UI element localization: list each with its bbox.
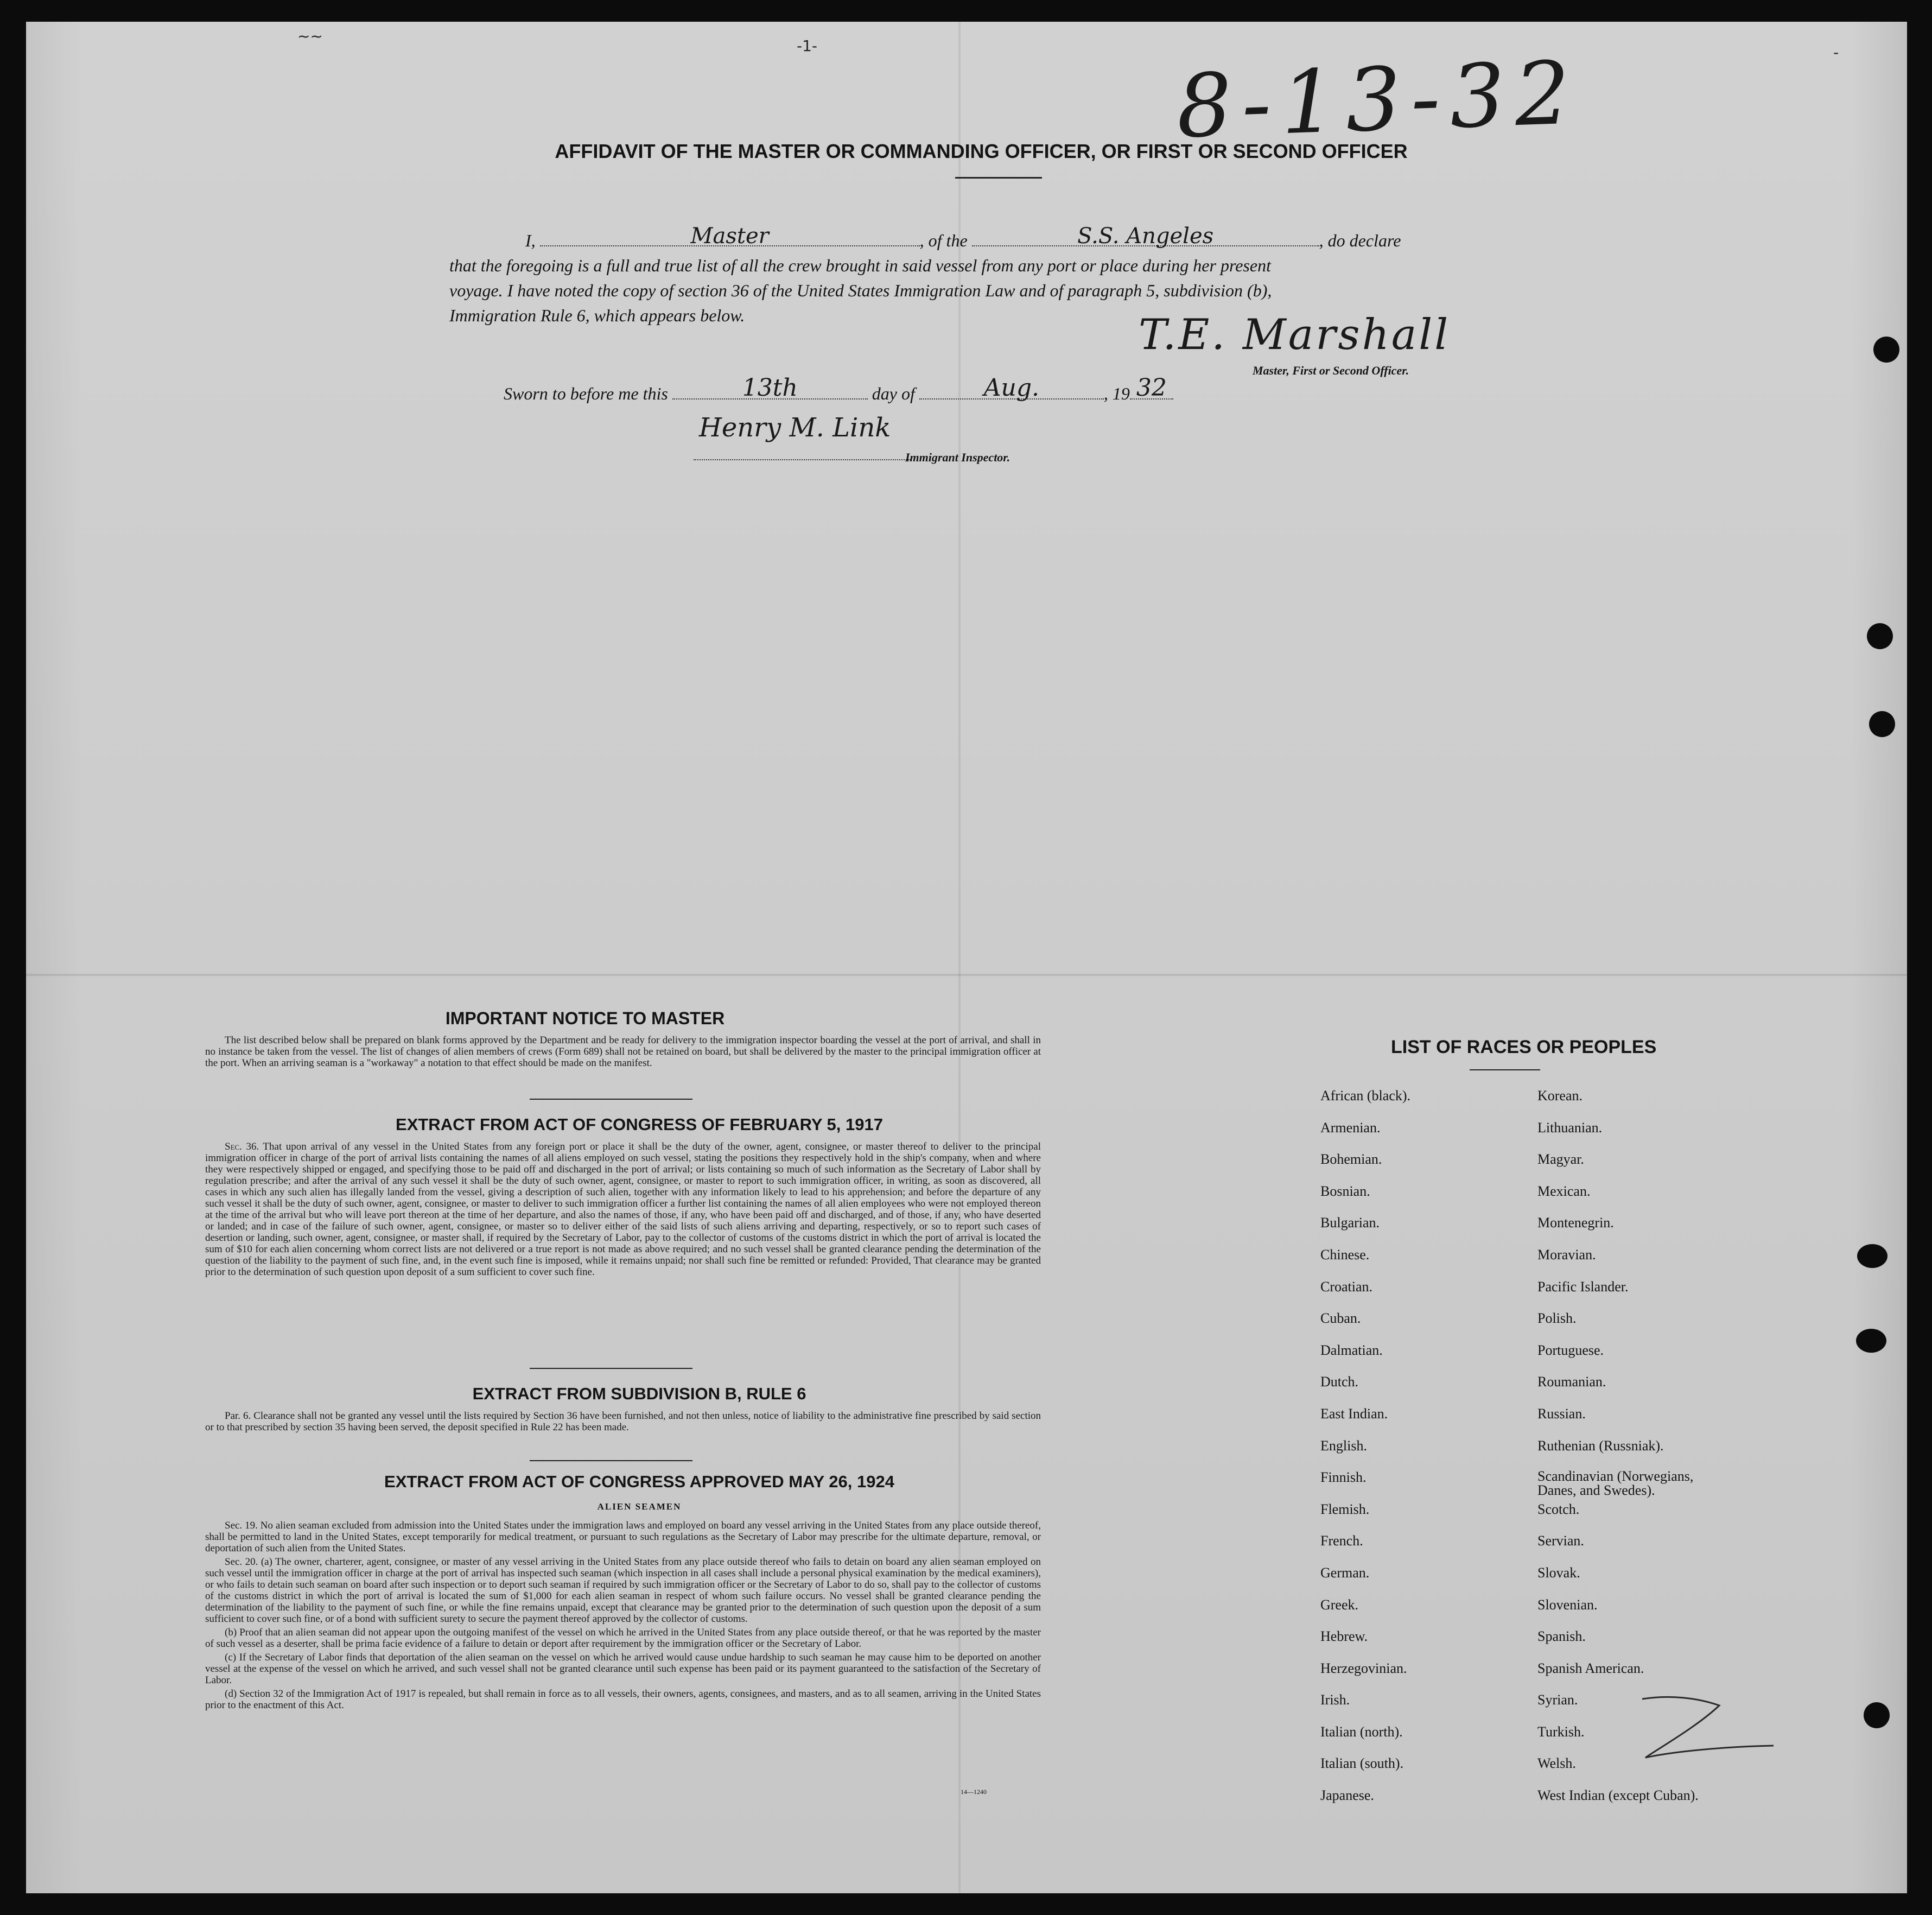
race-item: Moravian. [1537, 1246, 1596, 1263]
race-item: Herzegovinian. [1320, 1660, 1407, 1676]
officer-title-blank [540, 224, 920, 249]
race-item: West Indian (except Cuban). [1537, 1787, 1699, 1804]
horizontal-fold-line [26, 974, 1907, 976]
vessel-name-blank [972, 224, 1319, 249]
master-signature: T.E. Marshall [1139, 310, 1451, 359]
punch-hole [1869, 711, 1895, 737]
race-item: Croatian. [1320, 1278, 1373, 1295]
race-item: Syrian. [1537, 1692, 1578, 1708]
corner-mark: - [1833, 43, 1839, 61]
sec-19-text: Sec. 19. No alien seaman excluded from admission into the United States under the immigration laws and employed on board any vessel arriving in the United States from any place outside thereof, shall be permitted to land in the United States, except temporarily for medical treatment, or pursuant to such regulations as the Secretary of Labor may prescribe for the ultimate departure, removal, or deportation of such alien from the United States. [205, 1520, 1041, 1554]
affidavit-line-2: that the foregoing is a full and true list of all the crew brought in said vessel from any port or place during her present [449, 256, 1271, 275]
extract-rule6-body [205, 1410, 1041, 1435]
affidavit-title: AFFIDAVIT OF THE MASTER OR COMMANDING OFFICER, OR FIRST OR SECOND OFFICER [555, 140, 1408, 162]
pen-stroke-mark [1638, 1694, 1779, 1764]
race-item: Slovenian. [1537, 1596, 1598, 1613]
extract-1917-title: EXTRACT FROM ACT OF CONGRESS OF FEBRUARY 5, 1917 [396, 1115, 883, 1134]
race-item: Roumanian. [1537, 1374, 1606, 1390]
corner-mark: ~~ [297, 27, 323, 45]
handwritten-date-stamp: 8-13-32 [1174, 42, 1582, 157]
affidavit-line-4: Immigration Rule 6, which appears below. [449, 306, 745, 325]
sworn-day-of: day of [872, 384, 915, 403]
race-item: German. [1320, 1564, 1370, 1581]
race-item: Mexican. [1537, 1183, 1591, 1199]
sworn-start: Sworn to before me this [504, 384, 668, 403]
race-item: French. [1320, 1533, 1363, 1549]
document-page [26, 22, 1907, 1893]
race-item: Scandinavian (Norwegians, Danes, and Swedes). [1537, 1468, 1694, 1499]
sworn-day-handwritten: 13th [742, 374, 798, 402]
race-item: Hebrew. [1320, 1628, 1368, 1645]
race-item: Bohemian. [1320, 1151, 1382, 1168]
race-item: Bulgarian. [1320, 1215, 1380, 1231]
affidavit-i: I, [525, 231, 536, 250]
race-item: East Indian. [1320, 1405, 1388, 1422]
vessel-name-handwritten: S.S. Angeles [1077, 224, 1214, 249]
extract-1917-paragraph [205, 1141, 1041, 1278]
race-item: English. [1320, 1437, 1367, 1454]
sworn-month-blank [919, 374, 1104, 402]
extract-rule6-title: EXTRACT FROM SUBDIVISION B, RULE 6 [472, 1384, 806, 1403]
sworn-line [504, 374, 1173, 404]
title-rule [955, 177, 1042, 179]
inspector-caption: Immigrant Inspector. [905, 451, 1011, 464]
sworn-year-blank [1130, 374, 1173, 402]
notice-title: IMPORTANT NOTICE TO MASTER [445, 1009, 725, 1028]
sworn-year-prefix: , 19 [1103, 384, 1130, 403]
races-title: LIST OF RACES OR PEOPLES [1391, 1037, 1657, 1057]
sworn-year-handwritten: 32 [1136, 374, 1167, 402]
sworn-month-handwritten: Aug. [983, 374, 1040, 402]
races-title-rule [1470, 1069, 1540, 1070]
master-caption: Master, First or Second Officer. [1253, 364, 1409, 377]
punch-hole [1857, 1244, 1887, 1268]
race-item: Japanese. [1320, 1787, 1374, 1804]
officer-title-handwritten: Master [690, 224, 769, 249]
race-item: African (black). [1320, 1088, 1411, 1104]
race-item: Polish. [1537, 1310, 1577, 1327]
race-item: Portuguese. [1537, 1342, 1604, 1358]
race-item: Spanish American. [1537, 1660, 1644, 1676]
section-rule [530, 1368, 692, 1369]
affidavit-line-1 [449, 224, 1513, 253]
race-item: Irish. [1320, 1692, 1350, 1708]
race-item: Dalmatian. [1320, 1342, 1383, 1358]
race-item: Russian. [1537, 1405, 1586, 1422]
race-item: Finnish. [1320, 1469, 1367, 1486]
notice-body [205, 1035, 1041, 1071]
race-item: Armenian. [1320, 1119, 1381, 1136]
race-item: Magyar. [1537, 1151, 1584, 1168]
race-item: Italian (north). [1320, 1723, 1403, 1740]
race-item: Spanish. [1537, 1628, 1586, 1645]
race-item: Welsh. [1537, 1755, 1576, 1772]
race-item: Korean. [1537, 1088, 1583, 1104]
sec-20a-text: Sec. 20. (a) The owner, charterer, agent, consignee, or master of any vessel arriving in the United States from any place outside thereof who fails to detain on board any alien seaman employed on such vessel until the immigration officer in charge at the port of arrival has inspected such seaman (which inspection in all cases shall include a personal physical examination by the medical examiners), or who fails to detain such seaman on board after such inspection or to deport such seaman if required by such immigration officer or the Secretary of Labor to do so, shall pay to the collector of customs of the customs district in which the port of arrival is located the sum of $1,000 for each alien seaman in respect of whom such failure occurs. No vessel shall be granted clearance pending the determination of the liability to the payment of such fine, or while the fine remains unpaid, except that clearance may be granted prior to the determination of such question upon the deposit of a sum sufficient to cover such fine, or of a bond with sufficient surety to secure the payment thereof approved by the collector of customs. [205, 1556, 1041, 1625]
race-item: Servian. [1537, 1533, 1584, 1549]
races-left-column [1320, 1088, 1537, 1819]
race-item: Ruthenian (Russniak). [1537, 1437, 1664, 1454]
punch-hole [1867, 623, 1893, 649]
section-rule [530, 1099, 692, 1100]
inspector-signature-line [694, 459, 911, 460]
race-item: Greek. [1320, 1596, 1359, 1613]
race-item: Turkish. [1537, 1723, 1585, 1740]
sec-36-text: That upon arrival of any vessel in the United States from any foreign port or place it shall be the duty of the owner, agent, consignee, or master thereof to deliver to the principal immigration officer in charge of the port of arrival lists containing the names of all aliens employed on such vessel, stating the positions they respectively hold in the ship's company, when and where they were respectively shipped or engaged, and specifying those to be paid off and discharged in the port of arrival; or lists containing so much of such information as the Secretary of Labor shall by regulation prescribe; and after the arrival of any such vessel it shall be the duty of such owner, agent, consignee, or master to report to such immigration officer, in writing, as soon as discovered, all cases in which any such alien has illegally landed from the vessel, giving a description of such alien, together with any information likely to lead to his apprehension; and before the departure of any such vessel it shall be the duty of such owner, agent, consignee, or master to deliver to such immigration officer a further list containing the names of all alien employees who were not employed thereon at the time of the arrival but who will leave port thereon at the time of her departure, and also the names of those, if any, who have been paid off and discharged, and of those, if any, who have deserted or landed; and in case of the failure of such owner, agent, consignee, or master so to deliver either of the said lists of such aliens arriving and departing, respectively, or so to report such cases of desertion or landing, such owner, agent, consignee, or master shall, if required by the Secretary of Labor, pay to the collector of customs of the customs district in which the port of arrival is located the sum of $10 for each alien concerning whom correct lists are not delivered or a true report is not made as above required; and no such vessel shall be granted clearance pending the determination of the question of the liability to the payment of such fine, and, in the event such fine is imposed, while it remains unpaid; nor shall such fine be remitted or refunded: Provided, That clearance may be granted prior to the determination of such question upon deposit of a sum sufficient to cover such fine. [205, 1141, 1041, 1278]
sworn-day-blank [672, 374, 868, 402]
affidavit-do-declare: , do declare [1319, 231, 1401, 250]
notice-text: The list described below shall be prepared on blank forms approved by the Department and be ready for delivery to the immigration inspector boarding the vessel at the port of arrival, and shall in no instance be taken from the vessel. The list of changes of alien members of crews (Form 689) shall not be retained on board, but shall be delivered by the master to the principal immigration officer at the port. When an arriving seaman is a "workaway" a notation to that effect should be made on the manifest. [205, 1035, 1041, 1069]
race-item: Pacific Islander. [1537, 1278, 1629, 1295]
form-number: 14—1240 [961, 1788, 987, 1796]
extract-1917-body [205, 1141, 1041, 1280]
rule6-text: Par. 6. Clearance shall not be granted any vessel until the lists required by Section 36 have been furnished, and not then unless, notice of liability to the administrative fine prescribed by said section or to that prescribed by section 35 having been served, the deposit specified in Rule 22 has been made. [205, 1410, 1041, 1433]
race-item: Montenegrin. [1537, 1215, 1614, 1231]
race-item: Italian (south). [1320, 1755, 1404, 1772]
race-item: Scotch. [1537, 1501, 1580, 1517]
punch-hole [1864, 1702, 1890, 1728]
race-item: Cuban. [1320, 1310, 1361, 1327]
sec-20b-text: (b) Proof that an alien seaman did not appear upon the outgoing manifest of the vessel on which he arrived in the United States from any place outside thereof, or that he was reported by the master of such vessel as a deserter, shall be prima facie evidence of a failure to detain or deport after requirement by the immigration officer or the Secretary of Labor. [205, 1627, 1041, 1650]
extract-1924-title: EXTRACT FROM ACT OF CONGRESS APPROVED MAY 26, 1924 [384, 1472, 894, 1491]
race-item: Flemish. [1320, 1501, 1370, 1517]
inspector-signature: Henry M. Link [699, 413, 891, 443]
alien-seamen-subtitle: ALIEN SEAMEN [597, 1501, 682, 1512]
extract-1924-body [205, 1520, 1041, 1713]
race-item: Slovak. [1537, 1564, 1580, 1581]
race-item: Bosnian. [1320, 1183, 1370, 1199]
sec-36-label: Sec. 36. [225, 1141, 259, 1152]
race-item: Chinese. [1320, 1246, 1370, 1263]
sec-20c-text: (c) If the Secretary of Labor finds that deportation of the alien seaman on the vessel on which he arrived would cause undue hardship to such seaman he may cause him to be deported on another vessel at the expense of the vessel on which he arrived, and such vessel shall not be granted clearance until such expense has been paid or its payment guaranteed to the satisfaction of the Secretary of Labor. [205, 1652, 1041, 1686]
punch-hole [1873, 337, 1899, 363]
affidavit-of-the: , of the [919, 231, 968, 250]
corner-mark: -1- [797, 37, 818, 55]
race-item: Lithuanian. [1537, 1119, 1603, 1136]
section-rule [530, 1460, 692, 1461]
affidavit-line-3: voyage. I have noted the copy of section 36 of the United States Immigration Law and of paragraph 5, subdivision (b), [449, 281, 1272, 300]
race-item: Dutch. [1320, 1374, 1359, 1390]
sec-20d-text: (d) Section 32 of the Immigration Act of 1917 is repealed, but shall remain in force as to all vessels, their owners, agents, consignees, and masters, and as to all seamen, arriving in the United States prior to the enactment of this Act. [205, 1688, 1041, 1711]
